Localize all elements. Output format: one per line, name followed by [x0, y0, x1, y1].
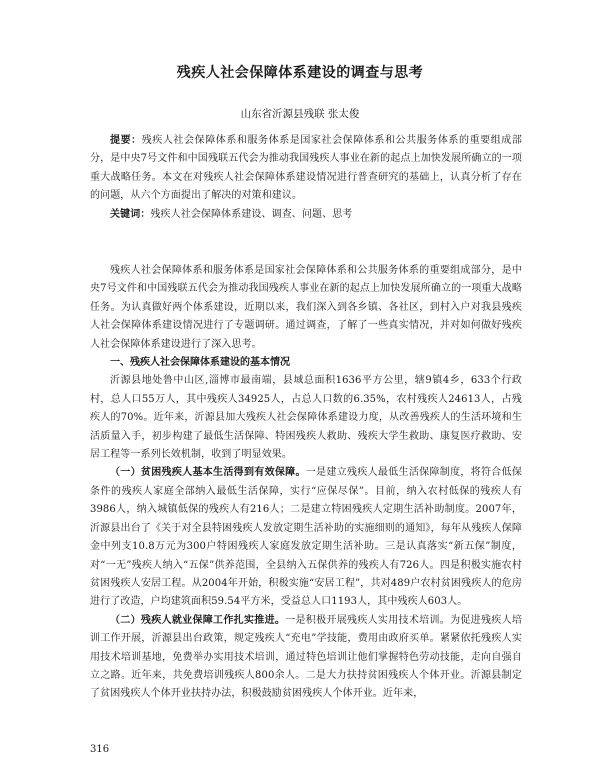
abstract-text: 残疾人社会保障体系和服务体系是国家社会保障体系和公共服务体系的重要组成部分，是中央7号文件和中国残联五代会为推动我国残疾人事业在新的起点上加快发展所确立的一项重大战略任务。本文在对残疾人社会保障体系建设情况进行普查研究的基础上，认真分析了存在的问题，从六个方面提出了解决的对策和建议。 — [90, 135, 522, 202]
abstract-label: 提要： — [110, 135, 142, 146]
item-heading: （一）贫困残疾人基本生活得到有效保障。 — [110, 467, 306, 479]
keywords-label: 关键词： — [110, 208, 151, 220]
keywords-text: 残疾人社会保障体系建设、调查、问题、思考 — [150, 208, 353, 220]
abstract-paragraph — [90, 132, 522, 206]
author-line: 山东省沂源县残联 张太俊 — [240, 108, 360, 120]
paper-title: 残疾人社会保障体系建设的调查与思考 — [176, 65, 424, 81]
section-heading: 一、残疾人社会保障体系建设的基本情况 — [110, 357, 290, 369]
page-number: 316 — [90, 744, 110, 755]
section-paragraph: 沂源县地处鲁中山区,淄博市最南端，县域总面积1636平方公里，辖9镇4乡，633个行政村，总人口55万人，其中残疾人34925人，占总人口数的6.35%，农村残疾人24613人，占残疾人的70%。近年来，沂源县加大残疾人社会保障体系建设力度，从改善残疾人的生活环境和生活质量入手，初步构建了最低生活保障、特困残疾人救助、残疾大学生救助、康复医疗救助、安居工程等一系列长效机制，收到了明显效果。 — [90, 375, 522, 461]
item-paragraph — [90, 464, 522, 611]
keywords-paragraph — [90, 206, 522, 224]
intro-paragraph: 残疾人社会保障体系和服务体系是国家社会保障体系和公共服务体系的重要组成部分，是中央7号文件和中国残联五代会为推动我国残疾人事业在新的起点上加快发展所确立的一项重大战略任务。为认真做好两个体系建设，近期以来，我们深入到各乡镇、各社区，到村入户对我县残疾人社会保障体系建设情况进行了专题调研。通过调查，了解了一些真实情况，并对如何做好残疾人社会保障体系建设进行了深入思考。 — [90, 265, 522, 350]
abstract-block — [90, 132, 522, 224]
item-paragraph — [90, 612, 522, 704]
item-heading: （二）残疾人就业保障工作扎实推进。 — [110, 614, 286, 626]
body-block — [90, 262, 522, 704]
item-text: 一是建立残疾人最低生活保障制度，将符合低保条件的残疾人家庭全部纳入最低生活保障，实行“应保尽保”。目前，纳入农村低保的残疾人有3986人，纳入城镇低保的残疾人有216人；二是建立特困残疾人定期生活补助制度。2007年，沂源县出台了《关于对全县特困残疾人发放定期生活补助的实施细则的通知》，每年从残疾人保障金中列支10.8万元为300户特困残疾人家庭发放定期生活补助。三是认真落实“新五保”制度，对“一无”残疾人纳入“五保”供养范围，全县纳入五保供养的残疾人有726人。四是积极实施农村贫困残疾人安居工程。从2004年开始，积极实施“安居工程”，共对489户农村贫困残疾人的危房进行了改造，户均建筑面积59.54平方米，受益总人口1193人，其中残疾人603人。 — [90, 467, 522, 608]
item-text: 一是积极开展残疾人实用技术培训。为促进残疾人培训工作开展，沂源县出台政策，规定残疾人“充电”学技能，费用由政府买单。紧紧依托残疾人实用技术培训基地，免费举办实用技术培训，通过特色培训让他们掌握特色劳动技能，走向自强自立之路。近年来，共免费培训残疾人800余人。二是大力扶持贫困残疾人个体开业。沂源县制定了贫困残疾人个体开业扶持办法，积极鼓励贫困残疾人个体开业。近年来， — [90, 614, 522, 700]
